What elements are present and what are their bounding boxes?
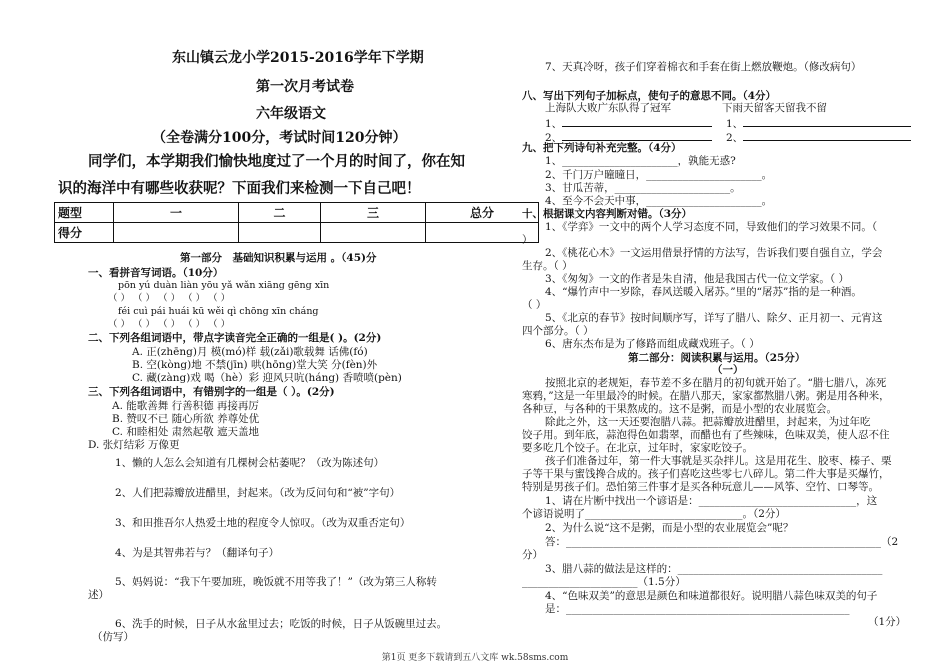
judge-2b: 生存。（ ） xyxy=(522,260,573,272)
rewrite-sentence-4: 4、为是其智弗若与？（翻译句子） xyxy=(115,547,280,559)
q8-number: 1、 xyxy=(726,118,744,130)
score-cell: 二 xyxy=(239,203,321,223)
passage-line: 按照北京的老规矩，春节差不多在腊月的初旬就开始了。“腊七腊八，冻死 xyxy=(545,377,887,389)
q8-sentence-right: 下雨天留客天留我不留 xyxy=(722,102,827,114)
q2-option-b: B. 空(kòng)地 不禁(jīn) 哄(hōng)堂大笑 分(fèn)外 xyxy=(132,359,378,371)
rewrite-sentence-6b: （仿写） xyxy=(92,631,134,643)
reading-q2a: 2、为什么说“这不是粥，而是小型的农业展览会”呢？ xyxy=(545,522,794,534)
rewrite-sentence-6a: 6、洗手的时候，日子从水盆里过去；吃饭的时候，日子从饭碗里过去。 xyxy=(115,618,448,630)
q3-title: 三、下列各组词语中，有错别字的一组是（ ）。(2分) xyxy=(88,386,335,398)
poem-line-4: 4、至今不会天中事，______________________。 xyxy=(545,195,773,207)
rewrite-sentence-1: 1、懒的人怎么会知道有几棵树会枯萎呢？（改为陈述句） xyxy=(115,457,385,469)
q3-option-a: A. 能歌善舞 行善积德 再接再厉 xyxy=(112,400,259,412)
answer-line[interactable] xyxy=(743,130,911,141)
q9-title: 九、把下列诗句补充完整。（4分） xyxy=(522,142,682,154)
passage-line: 特别是男孩子们。恐怕第三件事才是买各种玩意儿——风筝、空竹、口琴等。 xyxy=(522,481,879,493)
pinyin-row-1: pōn yú duàn liàn yōu yǎ wǎn xiāng gēng xīn xyxy=(118,280,330,291)
part1-title: 第一部分 基础知识积累与运用 。（45)分 xyxy=(180,252,377,264)
q8-answer-row-1b xyxy=(726,116,911,131)
q8-title: 八、写出下列句子加标点，使句子的意思不同。（4分） xyxy=(522,90,777,102)
q8-number: 2、 xyxy=(726,132,744,144)
score-cell: 三 xyxy=(321,203,426,223)
reading-q2c: 分） xyxy=(522,549,543,561)
reading-q4c: （1分） xyxy=(868,616,907,628)
q8-number: 1、 xyxy=(545,118,563,130)
q8-answer-row-2b xyxy=(726,130,911,145)
rewrite-sentence-5b: 述） xyxy=(88,589,109,601)
passage-number: （一） xyxy=(712,364,744,376)
passage-line: 饺子用。到年底，蒜泡得色如翡翠，而醋也有了些辣味，色味双美，使人忍不住 xyxy=(522,429,890,441)
answer-brackets-2[interactable]: （ ） （ ） （ ） （ ） （ ） xyxy=(108,319,231,330)
q8-number: 2、 xyxy=(545,132,563,144)
q2-option-a: A. 正(zhēng)月 模(mó)样 载(zǎi)歌载舞 话佛(fó) xyxy=(132,346,368,358)
score-cell: 总分 xyxy=(426,203,539,223)
answer-brackets-1[interactable]: （ ） （ ） （ ） （ ） （ ） xyxy=(108,293,231,304)
passage-line: 除此之外，这一天还要泡腊八蒜。把蒜瓣放进醋里，封起来，为过年吃 xyxy=(545,416,871,428)
sentence-7: 7、天真冷呀，孩子们穿着棉衣和手套在街上燃放鞭炮。（修改病句） xyxy=(545,61,862,73)
judge-4b: （ ） xyxy=(522,299,547,311)
subject-title: 六年级语文 xyxy=(256,106,326,122)
score-table-score-row xyxy=(55,223,539,243)
score-input-cell[interactable] xyxy=(114,223,239,243)
judge-5b: 四个部分。（ ） xyxy=(522,325,594,337)
passage-line: 寒鸦，”这是一年里最冷的时候。在腊八那天，家家都熬腊八粥。粥是用各种米， xyxy=(522,390,890,402)
poem-line-1: 1、______________________，孰能无惑? xyxy=(545,155,736,167)
score-cell: 一 xyxy=(114,203,239,223)
passage-line: 子等干果与蜜饯搀合成的。孩子们喜吃这些零七八碎儿。第二件大事是买爆竹， xyxy=(522,468,890,480)
q8-sentence-left: 上海队大败广东队得了冠军 xyxy=(545,102,671,114)
page-footer: 第1页 更多下载请到五八文库 wk.58sms.com xyxy=(381,653,569,663)
q3-option-c: C. 和睦相处 肃然起敬 遮天盖地 xyxy=(112,426,260,438)
judge-1b: ） xyxy=(522,234,533,246)
answer-line[interactable] xyxy=(743,116,911,127)
exam-note: （全卷满分100分，考试时间120分钟） xyxy=(152,130,407,146)
reading-q3b: ______________________（1.5分） xyxy=(522,576,686,588)
rewrite-sentence-3: 3、和田推吾尔人热爱土地的程度令人惊叹。（改为双重否定句） xyxy=(115,517,411,529)
reading-q1b: 个谚语说明了______________________________。（2分） xyxy=(522,508,786,520)
intro-line-1: 同学们，本学期我们愉快地度过了一个月的时间了，你在知 xyxy=(88,153,465,170)
passage-line: 孩子们准备过年，第一件大事就是买杂拌儿。这是用花生、胶枣、榛子、栗 xyxy=(545,455,892,467)
q3-option-b: B. 赞叹不已 随心所欲 养尊处优 xyxy=(112,413,260,425)
intro-line-2: 识的海洋中有哪些收获呢？下面我们来检测一下自己吧！ xyxy=(58,180,421,197)
judge-3: 3、《匆匆》一文的作者是朱自清，他是我国古代一位文学家。（ ） xyxy=(545,273,850,285)
pinyin-row-2: féi cuì pái huái kū wěi qì chōng xīn cháng xyxy=(118,306,319,317)
score-table xyxy=(54,202,539,243)
reading-q4b: 是：______________________________________________________ xyxy=(545,603,850,615)
school-title: 东山镇云龙小学2015-2016学年下学期 xyxy=(172,50,424,66)
score-input-cell[interactable] xyxy=(321,223,426,243)
reading-q4a: 4、“色味双美”的意思是颜色和味道都很好。说明腊八蒜色味双美的句子 xyxy=(545,590,878,602)
judge-1a: 1、《学弈》一文中的两个人学习态度不同，导致他们的学习效果不同。（ xyxy=(545,221,878,233)
score-table-header-row xyxy=(55,203,539,223)
score-cell: 题型 xyxy=(55,203,114,223)
q2-title: 二、下列各组词语中，带点字读音完全正确的一组是( )。(2分) xyxy=(88,332,382,344)
score-row-label: 得分 xyxy=(55,223,114,243)
answer-line[interactable] xyxy=(562,130,712,141)
score-input-cell[interactable] xyxy=(239,223,321,243)
answer-line[interactable] xyxy=(562,116,712,127)
q3-option-d: D. 张灯结彩 万像更 xyxy=(88,439,180,451)
rewrite-sentence-2: 2、人们把蒜瓣放进醋里，封起来。（改为反问句和“被”字句） xyxy=(115,487,401,499)
reading-q1a: 1、请在片断中找出一个谚语是：______________________________，这 xyxy=(545,495,878,507)
exam-title: 第一次月考试卷 xyxy=(256,79,354,95)
judge-2a: 2、《桃花心木》一文运用借景抒情的方法写，告诉我们要自强自立，学会 xyxy=(545,247,883,259)
passage-line: 要多吃几个饺子。在北京，过年时，家家吃饺子。 xyxy=(522,442,753,454)
judge-4a: 4、“爆竹声中一岁除，春风送暖入屠苏。”里的“屠苏”指的是一种酒。 xyxy=(545,286,862,298)
judge-5a: 5、《北京的春节》按时间顺序写，详写了腊八、除夕、正月初一、元宵这 xyxy=(545,312,883,324)
poem-line-3: 3、甘瓜苦蒂，______________________。 xyxy=(545,182,741,194)
q10-title: 十、根据课文内容判断对错。（3分） xyxy=(522,208,693,220)
q2-option-c: C. 藏(zàng)戏 喝（hè）彩 迎风只吭(háng) 香喷喷(pèn) xyxy=(132,372,402,384)
reading-q2b: 答：____________________________________________________________（2 xyxy=(545,536,899,548)
passage-line: 各种豆，与各种的干果熬成的。这不是粥，而是小型的农业展览会。 xyxy=(522,403,837,415)
q8-answer-row-1 xyxy=(545,116,712,131)
reading-q3a: 3、腊八蒜的做法是这样的：_______________________________________ xyxy=(545,563,883,575)
poem-line-2: 2、千门万户曈曈日，______________________。 xyxy=(545,169,773,181)
judge-6: 6、唐东杰布是为了修路而组成藏戏班子。（ ） xyxy=(545,338,760,350)
q1-title: 一、看拼音写词语。（10分） xyxy=(88,267,224,279)
part2-title: 第二部分：阅读积累与运用。（25分） xyxy=(628,352,806,364)
rewrite-sentence-5a: 5、妈妈说：“我下午要加班，晚饭就不用等我了！”（改为第三人称转 xyxy=(115,576,437,588)
